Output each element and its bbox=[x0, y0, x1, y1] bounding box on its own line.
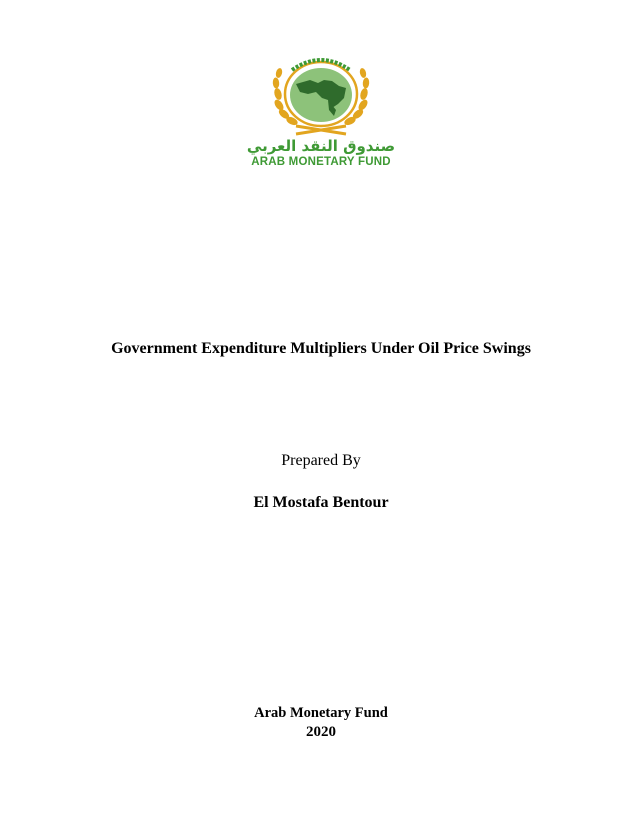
arab-monetary-fund-emblem-icon bbox=[266, 50, 376, 136]
organization-name: Arab Monetary Fund bbox=[254, 705, 388, 721]
logo-english-name: ARAB MONETARY FUND bbox=[251, 156, 391, 168]
organization-logo bbox=[0, 50, 642, 168]
author-name: El Mostafa Bentour bbox=[253, 494, 389, 511]
document-title: Government Expenditure Multipliers Under Oil Price Swings bbox=[111, 340, 531, 357]
prepared-by-label: Prepared By bbox=[281, 452, 361, 469]
publication-year: 2020 bbox=[306, 724, 336, 740]
logo-arabic-name: صندوق النقد العربي bbox=[246, 137, 396, 155]
